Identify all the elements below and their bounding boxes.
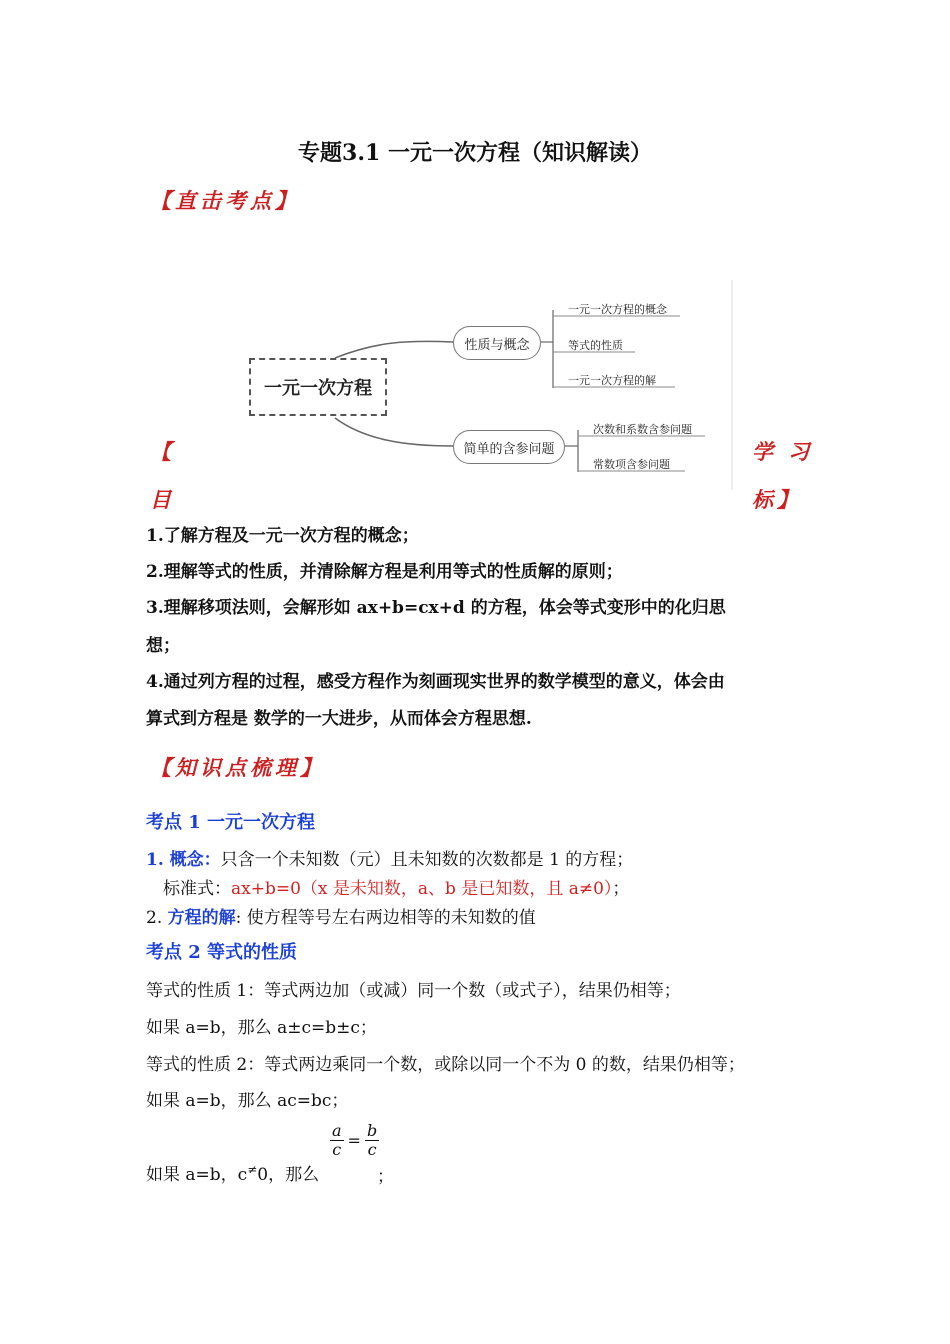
neq-symbol: ≠ bbox=[247, 1162, 258, 1177]
mindmap bbox=[235, 280, 735, 490]
frac-numerator: a bbox=[332, 1121, 342, 1140]
solution-label: 方程的解 bbox=[167, 908, 236, 928]
solution-text: : 使方程等号左右两边相等的未知数的值 bbox=[235, 908, 536, 928]
learning-goal-char: 目 bbox=[150, 487, 175, 512]
point1-solution bbox=[146, 903, 536, 928]
learning-goal-bracket-left: 【 bbox=[150, 439, 175, 464]
frac-denominator: c bbox=[367, 1140, 377, 1159]
point1-concept bbox=[146, 845, 633, 870]
prop1-example: 如果 a=b，那么 a±c=b±c； bbox=[146, 1018, 377, 1038]
mindmap-branch-2: 简单的含参问题 bbox=[453, 430, 565, 464]
mindmap-leaf: 常数项含参问题 bbox=[593, 458, 670, 471]
concept-label: 1. 概念： bbox=[146, 850, 221, 870]
goal-line: 3.理解移项法则，会解形如 ax+b=cx+d 的方程，体会等式变形中的化归思 bbox=[146, 598, 726, 618]
prop1: 等式的性质 1：等式两边加（或减）同一个数（或式子），结果仍相等； bbox=[146, 981, 681, 1001]
mindmap-root: 一元一次方程 bbox=[249, 358, 387, 416]
solution-num: 2. bbox=[146, 908, 168, 928]
learning-goal-right-2: 标】 bbox=[752, 487, 802, 512]
goal-line: 4.通过列方程的过程，感受方程作为刻画现实世界的数学模型的意义，体会由 bbox=[146, 672, 725, 692]
prop2-eg2-end: ； bbox=[377, 1167, 394, 1187]
mindmap-leaf: 一元一次方程的解 bbox=[568, 374, 656, 387]
goal-line: 想； bbox=[146, 636, 180, 656]
point1-standard bbox=[163, 874, 629, 899]
section-knowledge-review: 【知识点梳理】 bbox=[150, 755, 325, 780]
section-direct-points: 【直击考点】 bbox=[150, 188, 300, 213]
goal-line: 2.理解等式的性质，并清除解方程是利用等式的性质解的原则； bbox=[146, 562, 623, 582]
concept-text: 只含一个未知数（元）且未知数的次数都是 1 的方程； bbox=[220, 850, 634, 870]
learning-goal-right: 学 习 bbox=[752, 439, 814, 464]
point1-heading: 考点 1 一元一次方程 bbox=[146, 812, 316, 833]
frac-equals: = bbox=[347, 1131, 361, 1150]
mindmap-leaf: 等式的性质 bbox=[568, 339, 623, 352]
fraction-a-over-c bbox=[330, 1122, 344, 1159]
goal-line: 1.了解方程及一元一次方程的概念； bbox=[146, 526, 419, 546]
prop2-eg2-pre: 如果 a=b，c bbox=[146, 1165, 248, 1185]
goal-line: 算式到方程是 数学的一大进步，从而体会方程思想. bbox=[146, 709, 532, 729]
standard-text: ax+b=0（x 是未知数，a、b 是已知数，且 a≠0） bbox=[231, 879, 613, 899]
prop2-example-2 bbox=[146, 1160, 319, 1185]
mindmap-branch-1: 性质与概念 bbox=[453, 326, 541, 360]
frac-denominator: c bbox=[332, 1140, 342, 1159]
fraction-equation bbox=[330, 1122, 379, 1159]
page-title: 专题3.1 一元一次方程（知识解读） bbox=[298, 140, 652, 166]
prop2-example-1: 如果 a=b，那么 ac=bc； bbox=[146, 1091, 349, 1111]
fraction-b-over-c bbox=[365, 1122, 379, 1159]
standard-end: ； bbox=[612, 879, 630, 899]
point2-heading: 考点 2 等式的性质 bbox=[146, 942, 298, 963]
standard-label: 标准式： bbox=[163, 879, 231, 899]
mindmap-leaf: 次数和系数含参问题 bbox=[593, 423, 692, 436]
prop2: 等式的性质 2：等式两边乘同一个数，或除以同一个不为 0 的数，结果仍相等； bbox=[146, 1055, 745, 1075]
frac-numerator: b bbox=[366, 1121, 378, 1140]
mindmap-leaf: 一元一次方程的概念 bbox=[568, 303, 667, 316]
prop2-eg2-mid: 0，那么 bbox=[257, 1165, 320, 1185]
